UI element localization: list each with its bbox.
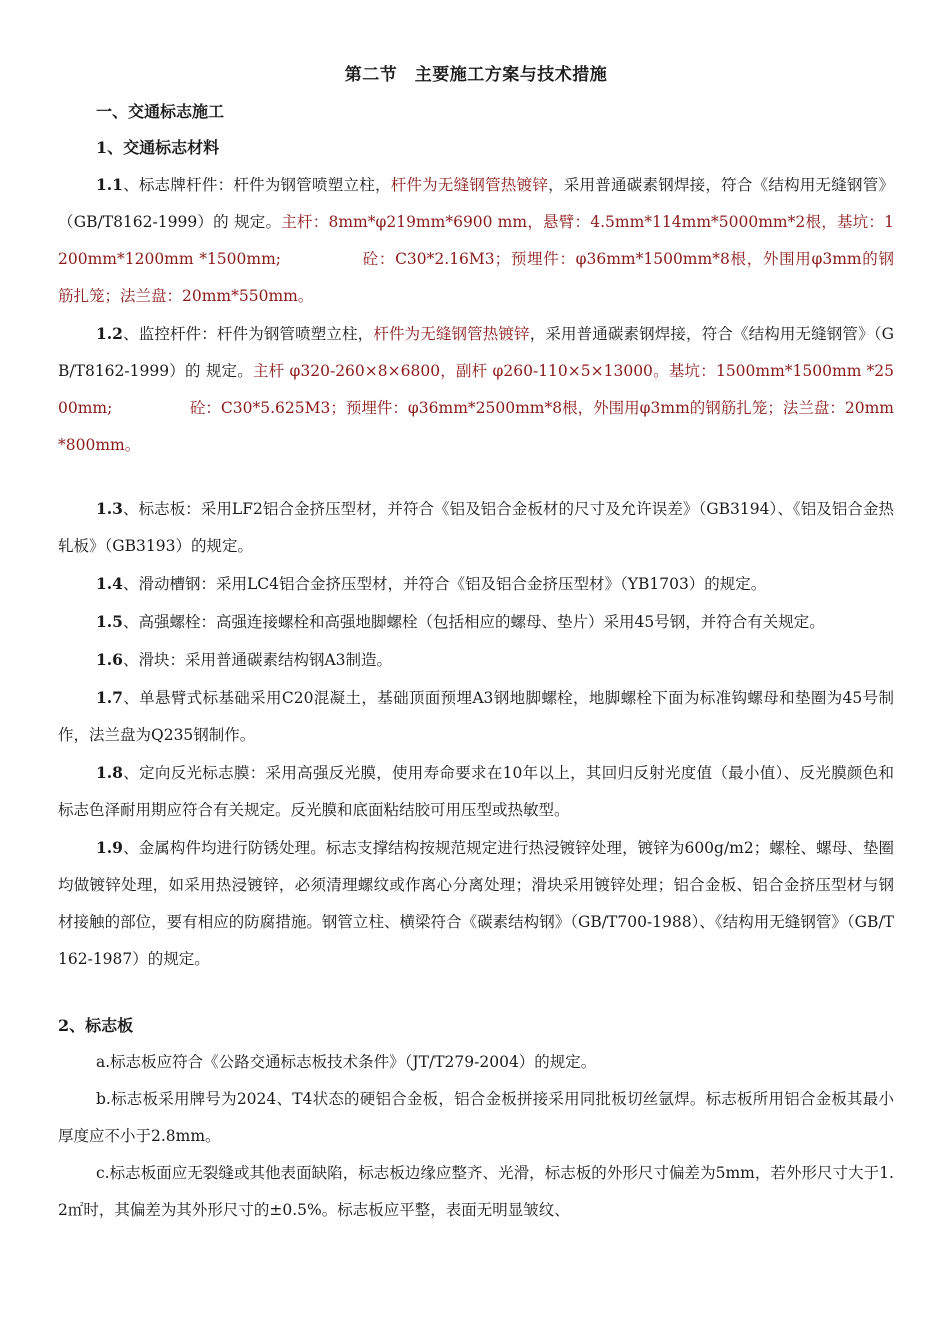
item-1-7: 1.7、单悬臂式标基础采用C20混凝土，基础顶面预埋A3钢地脚螺栓，地脚螺栓下面为标准钩螺母和垫圈为45号制作，法兰盘为Q235钢制作。 [58, 688, 894, 744]
item-1-8: 1.8、定向反光标志膜：采用高强反光膜，使用寿命要求在10年以上，其回归反射光度值（最小值）、反光膜颜色和标志色泽耐用期应符合有关规定。反光膜和底面粘结胶可用压型或热敏型。 [58, 763, 894, 819]
subsection-heading-2: 2、标志板 [58, 1016, 134, 1035]
item-1-9: 1.9、金属构件均进行防锈处理。标志支撑结构按规范规定进行热浸镀锌处理，镀锌为600g/m2；螺栓、螺母、垫圈均做镀锌处理，如采用热浸镀锌，必须清理螺纹或作离心分离处理；滑块采用镀锌处理；铝合金板、铝合金挤压型材与钢材接触的部位，要有相应的防腐措施。钢管立柱、横梁符合《碳素结构钢》（GB/T700-1988）、《结构用无缝钢管》（GB/T162-1987）的规定。 [58, 838, 894, 968]
item-1-1: 1.1、标志牌杆件：杆件为钢管喷塑立柱，杆件为无缝钢管热镀锌，采用普通碳素钢焊接，符合《结构用无缝钢管》（GB/T8162-1999）的 规定。主杆：8mm*φ219mm*6900 mm，悬臂：4.5mm*114mm*5000mm*2根，基坑：1200mm*1200mm *1500mm; 砼：C30*2.16M3；预埋件：φ36mm*1500mm*8根，外围用φ3mm的钢筋扎笼；法兰盘：20mm*550mm。 [58, 175, 895, 305]
item-1-5: 1.5、高强螺栓：高强连接螺栓和高强地脚螺栓（包括相应的螺母、垫片）采用45号钢，并符合有关规定。 [96, 612, 825, 631]
page-title: 第二节 主要施工方案与技术措施 [344, 65, 608, 85]
section-heading-1: 一、交通标志施工 [96, 102, 225, 121]
subsection-heading-1: 1、交通标志材料 [96, 138, 220, 157]
item-1-4: 1.4、滑动槽钢：采用LC4铝合金挤压型材，并符合《铝及铝合金挤压型材》（YB1703）的规定。 [96, 574, 767, 593]
spacer [58, 464, 894, 490]
item-1-6: 1.6、滑块：采用普通碳素结构钢A3制造。 [96, 650, 393, 669]
item-number: 1.1 [96, 175, 123, 194]
board-item-a: a.标志板应符合《公路交通标志板技术条件》（JT/T279-2004）的规定。 [96, 1053, 597, 1071]
board-item-b: b.标志板采用牌号为2024、T4状态的硬铝合金板，铝合金板拼接采用同批板切丝氩焊。标志板所用铝合金板其最小厚度应不小于2.8mm。 [58, 1090, 894, 1145]
board-item-c: c.标志板面应无裂缝或其他表面缺陷，标志板边缘应整齐、光滑，标志板的外形尺寸偏差为5mm，若外形尺寸大于1.2㎡时，其偏差为其外形尺寸的±0.5%。标志板应平整，表面无明显皱纹、 [58, 1164, 894, 1219]
item-number: 1.2 [96, 324, 123, 343]
document-page [58, 60, 894, 1229]
item-1-2: 1.2、监控杆件：杆件为钢管喷塑立柱，杆件为无缝钢管热镀锌，采用普通碳素钢焊接，符合《结构用无缝钢管》（GB/T8162-1999）的 规定。主杆 φ320-260×8×6800，副杆 φ260-110×5×13000。基坑：1500mm*1500mm *2500mm; 砼：C30*5.625M3；预埋件：φ36mm*2500mm*8根，外围用φ3mm的钢筋扎笼；法兰盘：20mm*800mm。 [58, 324, 894, 454]
item-1-3: 1.3、标志板：采用LF2铝合金挤压型材，并符合《铝及铝合金板材的尺寸及允许误差》（GB3194）、《铝及铝合金热轧板》（GB3193）的规定。 [58, 499, 894, 555]
